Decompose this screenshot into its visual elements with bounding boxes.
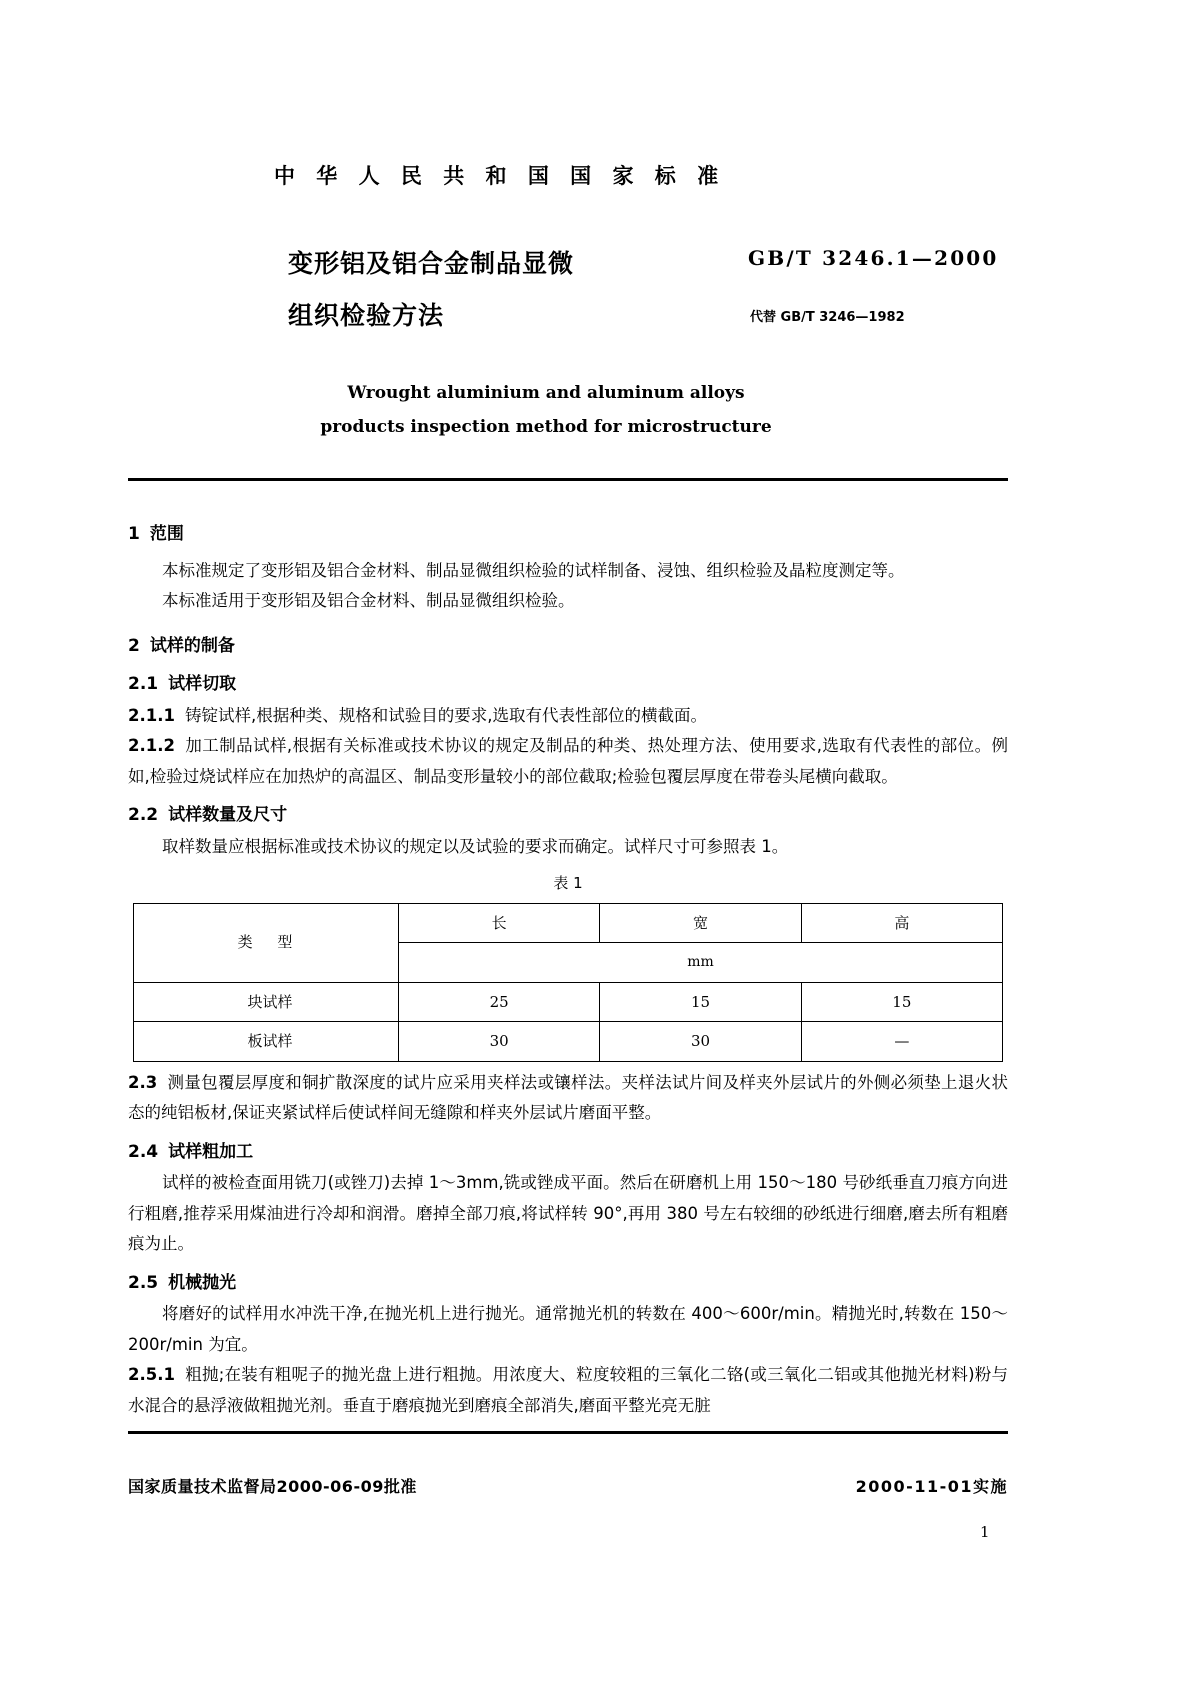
- page-footer: [128, 1474, 1008, 1497]
- footer-implementation: 2000-11-01实施: [855, 1477, 1008, 1496]
- section-heading-1: [128, 519, 1008, 550]
- clause-2-3-text: 测量包覆层厚度和铜扩散深度的试片应采用夹样法或镶样法。夹样法试片间及样夹外层试片的外侧必须垫上退火状态的纯铝板材,保证夹紧试样后使试样间无缝隙和样夹外层试片磨面平整。: [128, 1072, 1008, 1122]
- section-2-4-title: 试样粗加工: [168, 1141, 254, 1162]
- page-number: 1: [980, 1523, 990, 1541]
- section-2-5-paragraph: 将磨好的试样用水冲洗干净,在抛光机上进行抛光。通常抛光机的转数在 400～600r/min。精抛光时,转数在 150～200r/min 为宜。: [128, 1304, 1008, 1354]
- footer-approval: 国家质量技术监督局2000-06-09批准: [128, 1477, 417, 1496]
- section-2-2-number: 2.2: [128, 805, 159, 825]
- replaces-note: 代替 GB/T 3246—1982: [750, 310, 905, 325]
- table-1-type-header: 类 型: [134, 903, 399, 982]
- clause-2-3-number: 2.3: [128, 1072, 158, 1092]
- section-2-title: 试样的制备: [149, 635, 235, 656]
- standard-number: GB/T 3246.1—2000: [748, 246, 999, 270]
- section-1-paragraph-1: 本标准规定了变形铝及铝合金材料、制品显微组织检验的试样制备、浸蚀、组织检验及晶粒度测定等。: [162, 560, 905, 580]
- section-2-2-paragraph: 取样数量应根据标准或技术协议的规定以及试验的要求而确定。试样尺寸可参照表 1。: [162, 836, 789, 856]
- section-2-1-title: 试样切取: [168, 674, 237, 694]
- clause-2-5-1-number: 2.5.1: [128, 1365, 175, 1384]
- clause-2-1-1-number: 2.1.1: [128, 705, 175, 725]
- table-1-row-1-height: —: [801, 1022, 1002, 1062]
- table-1-col-header-height: 高: [801, 903, 1002, 943]
- table-1: [133, 903, 1003, 1062]
- table-1-col-header-width: 宽: [600, 903, 801, 943]
- section-1-title: 范围: [149, 524, 184, 544]
- clause-2-1-1: [128, 701, 1008, 732]
- section-2-4-paragraph: 试样的被检查面用铣刀(或锉刀)去掉 1～3mm,铣或锉成平面。然后在研磨机上用 150～180 号砂纸垂直刀痕方向进行粗磨,推荐采用煤油进行冷却和润滑。磨掉全部刀痕,将试样转 90°,再用 380 号左右较细的砂纸进行细磨,磨去所有粗磨痕为止。: [128, 1173, 1008, 1253]
- title-block: [128, 238, 1008, 358]
- header-divider: [128, 478, 1008, 481]
- document-title-cn: [288, 238, 718, 342]
- section-2-2-title: 试样数量及尺寸: [168, 805, 288, 825]
- section-2-4-number: 2.4: [128, 1141, 159, 1162]
- national-standard-banner: 中 华 人 民 共 和 国 国 家 标 准: [274, 164, 726, 188]
- table-1-unit-cell: mm: [399, 943, 1003, 983]
- title-en-line2: products inspection method for microstructure: [320, 417, 772, 437]
- title-cn-line2: 组织检验方法: [288, 301, 445, 330]
- title-cn-line1: 变形铝及铝合金制品显微: [288, 249, 575, 278]
- section-heading-2-4: [128, 1137, 1008, 1168]
- section-2-number: 2: [128, 635, 140, 656]
- section-heading-2-2: [128, 800, 1008, 831]
- table-row: [134, 982, 1003, 1022]
- section-heading-2-5: [128, 1268, 1008, 1299]
- clause-2-5-1: [128, 1360, 1008, 1421]
- table-1-row-1-length: 30: [399, 1022, 600, 1062]
- table-row: [134, 1022, 1003, 1062]
- section-2-5-title: 机械抛光: [168, 1272, 237, 1293]
- page-content: [128, 0, 1008, 1434]
- clause-2-1-2-number: 2.1.2: [128, 736, 175, 755]
- table-1-row-0-height: 15: [801, 982, 1002, 1022]
- title-en-line1: Wrought aluminium and aluminum alloys: [347, 383, 745, 403]
- section-heading-2-1: [128, 669, 1008, 700]
- table-1-row-0-type: 块试样: [134, 982, 399, 1022]
- clause-2-5-1-text: 粗抛;在装有粗呢子的抛光盘上进行粗抛。用浓度大、粒度较粗的三氧化二铬(或三氧化二铝或其他抛光材料)粉与水混合的悬浮液做粗抛光剂。垂直于磨痕抛光到磨痕全部消失,磨面平整光亮无脏: [128, 1365, 1008, 1415]
- section-2-5-number: 2.5: [128, 1272, 159, 1293]
- table-1-row-0-width: 15: [600, 982, 801, 1022]
- document-body: [128, 519, 1008, 1421]
- section-1-number: 1: [128, 524, 140, 544]
- document-title-en: [266, 376, 826, 444]
- table-1-col-header-length: 长: [399, 903, 600, 943]
- section-2-1-number: 2.1: [128, 674, 159, 694]
- clause-2-3: [128, 1068, 1008, 1129]
- clause-2-1-2: [128, 731, 1008, 792]
- masthead: [128, 0, 1008, 444]
- table-1-row-1-type: 板试样: [134, 1022, 399, 1062]
- footer-divider: [128, 1431, 1008, 1434]
- clause-2-1-2-text: 加工制品试样,根据有关标准或技术协议的规定及制品的种类、热处理方法、使用要求,选取有代表性的部位。例如,检验过烧试样应在加热炉的高温区、制品变形量较小的部位截取;检验包覆层厚度在带卷头尾横向截取。: [128, 736, 1008, 786]
- section-1-paragraph-2: 本标准适用于变形铝及铝合金材料、制品显微组织检验。: [162, 591, 575, 610]
- table-1-row-0-length: 25: [399, 982, 600, 1022]
- table-1-row-1-width: 30: [600, 1022, 801, 1062]
- section-heading-2: [128, 631, 1008, 662]
- clause-2-1-1-text: 铸锭试样,根据种类、规格和试验目的要求,选取有代表性部位的横截面。: [184, 705, 707, 725]
- table-1-header-row: [134, 903, 1003, 943]
- table-1-caption: 表 1: [553, 874, 583, 892]
